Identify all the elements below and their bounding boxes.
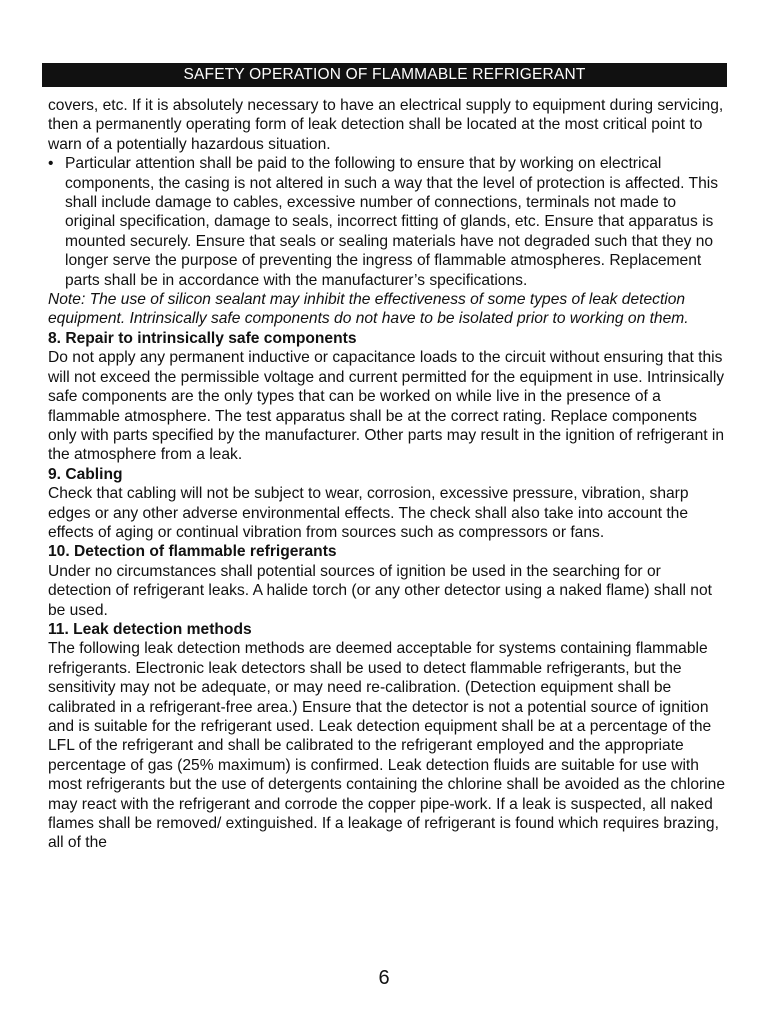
intro-paragraph: covers, etc. If it is absolutely necessary to have an electrical supply to equipment during servicing, then a permanently operating form of leak detection shall be located at the most critical point to warn of a potentially hazardous situation.	[48, 97, 724, 153]
section-text-9: Check that cabling will not be subject to wear, corrosion, excessive pressure, vibration, sharp edges or any other adverse environmental effects. The check shall also take into account the effects of aging or continual vibration from sources such as compressors or fans.	[48, 485, 689, 541]
section-text-8: Do not apply any permanent inductive or capacitance loads to the circuit without ensuring that this will not exceed the permissible voltage and current permitted for the equipment in use. Intrinsically safe components are the only types that can be worked on while live in the presence of a flammable atmosphere. The test apparatus shall be at the correct rating. Replace components only with parts specified by the manufacturer. Other parts may result in the ignition of refrigerant in the atmosphere from a leak.	[48, 349, 725, 464]
section-heading-11: 11. Leak detection methods	[48, 620, 252, 638]
page-number: 6	[378, 967, 390, 989]
bullet-item	[48, 154, 728, 290]
bullet-marker: •	[48, 155, 54, 173]
section-heading-8: 8. Repair to intrinsically safe components	[48, 329, 357, 347]
section-heading-9: 9. Cabling	[48, 465, 123, 483]
bullet-text: Particular attention shall be paid to the following to ensure that by working on electrical components, the casing is not altered in such a way that the level of protection is affected. This shall include damage to cables, excessive number of connections, terminals not made to original specification, damage to seals, incorrect fitting of glands, etc. Ensure that apparatus is mounted securely. Ensure that seals or sealing materials have not degraded such that they no longer serve the purpose of preventing the ingress of flammable atmospheres. Replacement parts shall be in accordance with the manufacturer’s specifications.	[65, 155, 719, 289]
page-header-title: SAFETY OPERATION OF FLAMMABLE REFRIGERANT	[183, 66, 586, 83]
page-header-bar	[42, 63, 727, 87]
document-body	[48, 96, 728, 853]
note-paragraph: Note: The use of silicon sealant may inhibit the effectiveness of some types of leak detection equipment. Intrinsically safe components do not have to be isolated prior to working on them.	[48, 291, 689, 328]
section-text-11: The following leak detection methods are deemed acceptable for systems containing flammable refrigerants. Electronic leak detectors shall be used to detect flammable refrigerants, but the sensitivity may not be adequate, or may need re-calibration. (Detection equipment shall be calibrated in a refrigerant-free area.) Ensure that the detector is not a potential source of ignition and is suitable for the refrigerant used. Leak detection equipment shall be at a percentage of the LFL of the refrigerant and shall be calibrated to the refrigerant employed and the appropriate percentage of gas (25% maximum) is confirmed. Leak detection fluids are suitable for use with most refrigerants but the use of detergents containing the chlorine shall be avoided as the chlorine may react with the refrigerant and corrode the copper pipe-work. If a leak is suspected, all naked flames shall be removed/ extinguished. If a leakage of refrigerant is found which requires brazing, all of the	[48, 640, 726, 852]
section-text-10: Under no circumstances shall potential sources of ignition be used in the searching for or detection of refrigerant leaks. A halide torch (or any other detector using a naked flame) shall not be used.	[48, 562, 712, 619]
section-heading-10: 10. Detection of flammable refrigerants	[48, 543, 337, 561]
